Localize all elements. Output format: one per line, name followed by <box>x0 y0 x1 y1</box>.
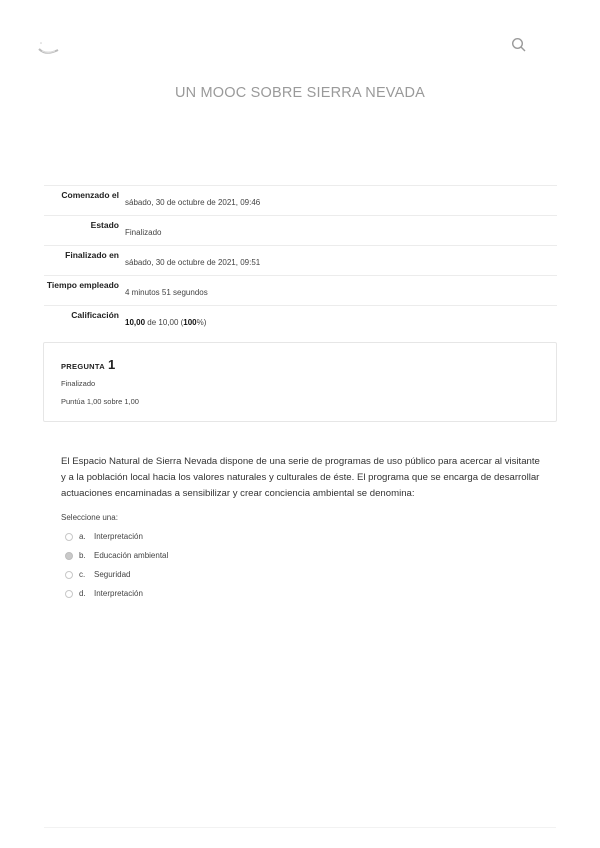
option-label: Seguridad <box>94 570 131 579</box>
site-title[interactable]: UN MOOC SOBRE SIERRA NEVADA <box>174 85 426 101</box>
question-number <box>61 357 115 372</box>
summary-value <box>119 306 206 335</box>
answer-option-a[interactable] <box>65 527 168 546</box>
grade-percent: 100 <box>183 318 197 327</box>
summary-row-started <box>44 185 557 215</box>
question-number-value: 1 <box>107 357 116 372</box>
radio-button[interactable] <box>65 533 73 541</box>
summary-row-finished <box>44 245 557 275</box>
summary-value: Finalizado <box>125 228 162 237</box>
option-letter: d. <box>79 589 86 598</box>
summary-label: Tiempo empleado <box>46 280 119 290</box>
grade-of: de 10,00 ( <box>145 318 184 327</box>
summary-row-grade <box>44 305 557 335</box>
option-letter: b. <box>79 551 86 560</box>
option-letter: c. <box>79 570 86 579</box>
grade-percent-sign: %) <box>196 318 207 327</box>
summary-row-state <box>44 215 557 245</box>
answer-option-c[interactable] <box>65 565 168 584</box>
answer-option-d[interactable] <box>65 584 168 603</box>
attempt-summary-table <box>44 185 557 335</box>
option-label: Educación ambiental <box>94 551 169 560</box>
radio-button[interactable] <box>65 571 73 579</box>
summary-label: Comenzado el <box>61 190 119 200</box>
question-info-box <box>43 342 557 422</box>
radio-button-selected[interactable] <box>65 552 73 560</box>
option-label: Interpretación <box>94 589 143 598</box>
summary-value: 4 minutos 51 segundos <box>125 288 208 297</box>
question-grade: Puntúa 1,00 sobre 1,00 <box>61 397 139 406</box>
footer-divider <box>44 827 556 828</box>
question-state: Finalizado <box>61 379 96 388</box>
mountain-logo-icon[interactable] <box>36 40 62 58</box>
radio-button[interactable] <box>65 590 73 598</box>
answer-option-b[interactable] <box>65 546 168 565</box>
answer-options <box>65 527 168 603</box>
option-label: Interpretación <box>94 532 143 541</box>
summary-value: sábado, 30 de octubre de 2021, 09:51 <box>125 258 261 267</box>
search-icon[interactable] <box>511 37 527 53</box>
summary-label: Estado <box>90 220 119 230</box>
summary-label: Finalizado en <box>65 250 119 260</box>
question-label: PREGUNTA <box>61 362 105 371</box>
summary-label: Calificación <box>71 310 119 320</box>
option-letter: a. <box>79 532 86 541</box>
question-text: El Espacio Natural de Sierra Nevada dispone de una serie de programas de uso público para acercar al visitante y a la población local hacia los valores naturales y culturales de éste. El programa que se encarga de desarrollar actuaciones encaminadas a sensibilizar y crear conciencia ambiental se denomina: <box>61 456 540 499</box>
summary-value: sábado, 30 de octubre de 2021, 09:46 <box>125 198 261 207</box>
summary-row-time-taken <box>44 275 557 305</box>
answer-prompt: Seleccione una: <box>61 513 118 522</box>
grade-score: 10,00 <box>125 318 146 327</box>
